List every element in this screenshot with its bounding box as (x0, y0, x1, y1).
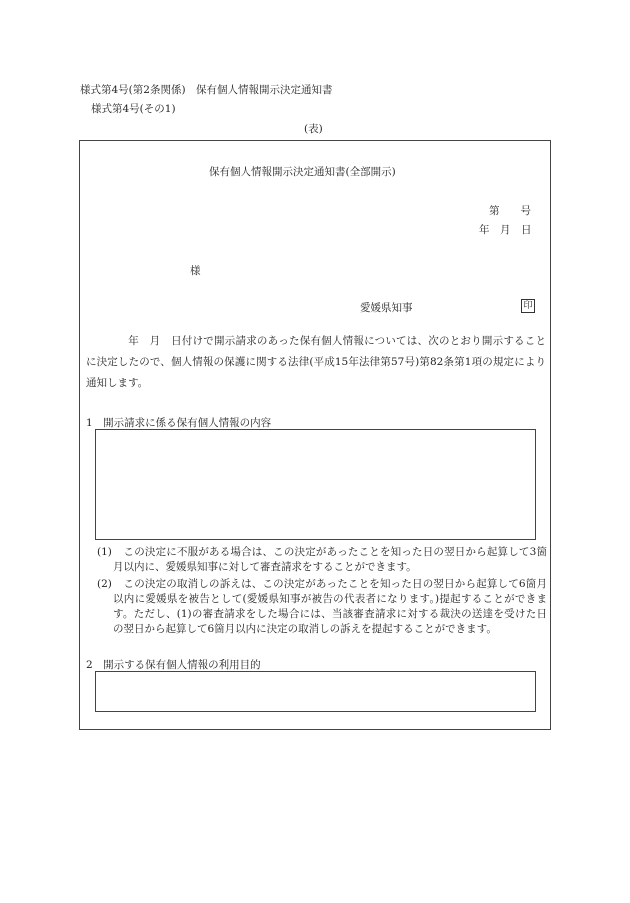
document-number: 第 号 (489, 205, 531, 217)
note-1 (97, 545, 547, 575)
side-label: (表) (304, 123, 323, 135)
note-2 (97, 577, 547, 637)
document-date: 年 月 日 (479, 224, 532, 236)
document-title: 保有個人情報開示決定通知書(全部開示) (209, 166, 396, 178)
note-2-number: (2) (97, 578, 112, 590)
notice-body-text: 年 月 日付けで開示請求のあった保有個人情報については、次のとおり開示することに決定したので、個人情報の保護に関する法律(平成15年法律第57号)第82条第1項の規定により通知します。 (86, 335, 546, 389)
issuer-name: 愛媛県知事 (360, 302, 413, 314)
section1-heading: 1 開示請求に係る保有個人情報の内容 (86, 417, 272, 429)
seal-mark: 印 (521, 299, 535, 313)
section1-content-box[interactable] (95, 429, 536, 540)
note-2-text: この決定の取消しの訴えは、この決定があったことを知った日の翌日から起算して6箇月以内に愛媛県を被告として(愛媛県知事が被告の代表者になります。)提起することができます。ただし、(1)の審査請求をした場合には、当該審査請求に対する裁決の送達を受けた日の翌日から起算して6箇月以内に決定の取消しの訴えを提起することができます。 (113, 578, 547, 635)
notice-body (86, 331, 546, 394)
form-number-header: 様式第4号(第2条関係) 保有個人情報開示決定通知書 (80, 84, 333, 96)
note-1-number: (1) (97, 546, 112, 558)
addressee-suffix: 様 (190, 265, 201, 277)
section2-content-box[interactable] (95, 671, 536, 712)
note-1-text: この決定に不服がある場合は、この決定があったことを知った日の翌日から起算して3箇月以内に、愛媛県知事に対して審査請求をすることができます。 (113, 546, 547, 573)
form-subnumber: 様式第4号(その1) (91, 103, 176, 115)
section2-heading: 2 開示する保有個人情報の利用目的 (86, 659, 261, 671)
